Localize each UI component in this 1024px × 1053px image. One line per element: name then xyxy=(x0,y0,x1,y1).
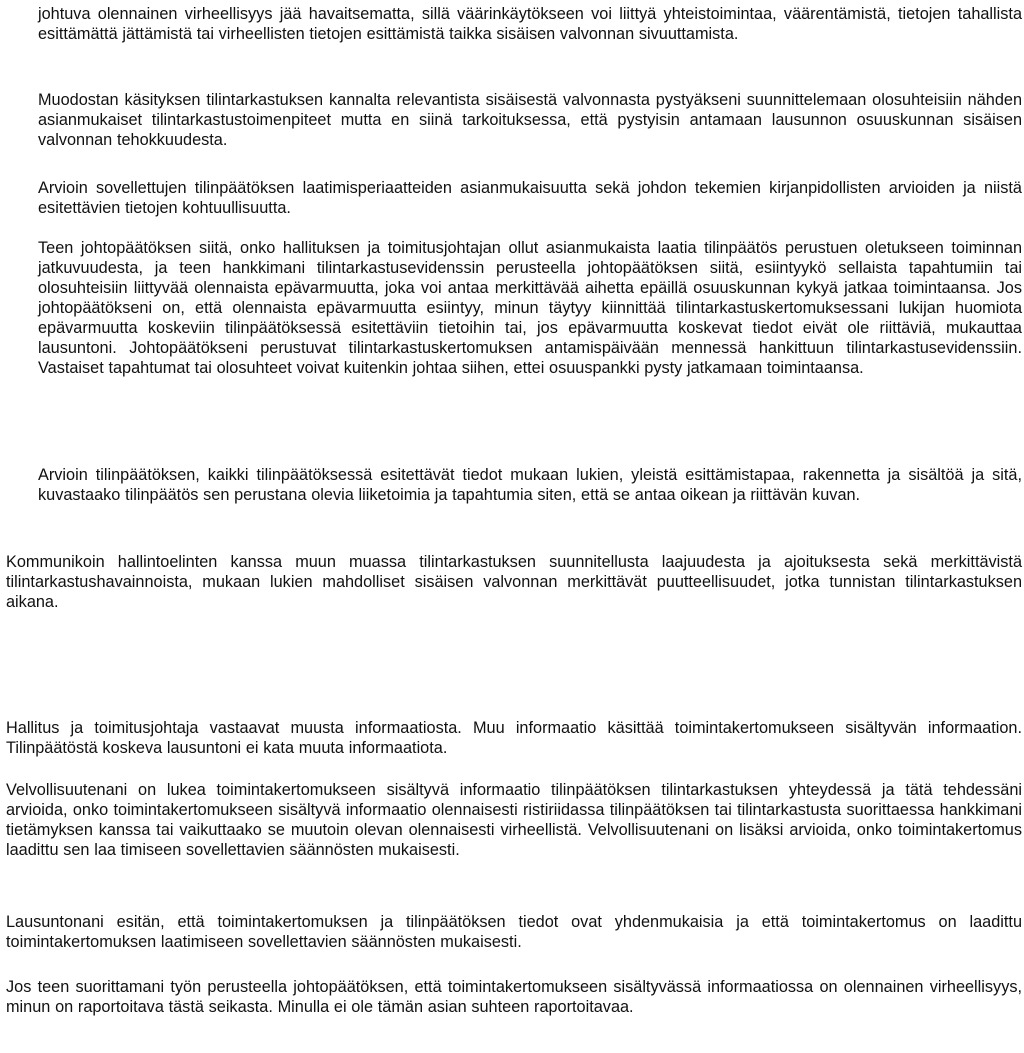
paragraph-overall-presentation: Arvioin tilinpäätöksen, kaikki tilinpäätöksessä esitettävät tiedot mukaan lukien, yleistä esittämistapaa, rakennetta ja sisältöä ja sitä, kuvastaako tilinpäätös sen perustana olevia liiketoimia ja tapahtumia siten, että se antaa oikean ja riittävän kuvan. xyxy=(38,466,1022,504)
paragraph-going-concern: Teen johtopäätöksen siitä, onko hallituksen ja toimitusjohtajan ollut asianmukaista laatia tilinpäätös perustuen oletukseen toiminnan jatkuvuudesta, ja teen hankkimani tilintarkastusevidenssin perusteella johtopäätöksen siitä, esiintyykö sellaista tapahtumiin tai olosuhteisiin liittyvää olennaista epävarmuutta, joka voi antaa merkittävää aihetta epäillä osuuskunnan kykyä jatkaa toimintaansa. Jos johtopäätökseni on, että olennaista epävarmuutta esiintyy, minun täytyy kiinnittää tilintarkastuskertomuksessani lukijan huomiota epävarmuutta koskeviin tilinpäätöksessä esitettäviin tietoihin tai, jos epävarmuutta koskevat tiedot eivät ole riittäviä, mukauttaa lausuntoni. Johtopäätökseni perustuvat tilintarkastuskertomuksen antamispäivään mennessä hankittuun tilintarkastusevidenssiin. Vastaiset tapahtumat tai olosuhteet voivat kuitenkin johtaa siihen, ettei osuuspankki pysty jatkamaan toimintaansa. xyxy=(38,239,1022,377)
paragraph-reporting-misstatement: Jos teen suorittamani työn perusteella johtopäätöksen, että toimintakertomukseen sisältyvässä informaatiossa on olennainen virheellisyys, minun on raportoitava tästä seikasta. Minulla ei ole tämän asian suhteen raportoitavaa. xyxy=(6,978,1022,1016)
paragraph-other-information-responsibility: Hallitus ja toimitusjohtaja vastaavat muusta informaatiosta. Muu informaatio käsittää toimintakertomukseen sisältyvän informaation. Tilinpäätöstä koskeva lausuntoni ei kata muuta informaatiota. xyxy=(6,719,1022,757)
paragraph-internal-control: Muodostan käsityksen tilintarkastuksen kannalta relevantista sisäisestä valvonnasta pystyäkseni suunnittelemaan olosuhteisiin nähden asianmukaiset tilintarkastustoimenpiteet mutta en siinä tarkoituksessa, että pystyisin antamaan lausunnon osuuskunnan sisäisen valvonnan tehokkuudesta. xyxy=(38,91,1022,149)
paragraph-communication: Kommunikoin hallintoelinten kanssa muun muassa tilintarkastuksen suunnitellusta laajuudesta ja ajoituksesta sekä merkittävistä tilintarkastushavainnoista, mukaan lukien mahdolliset sisäisen valvonnan merkittävät puutteellisuudet, jotka tunnistan tilintarkastuksen aikana. xyxy=(6,553,1022,611)
paragraph-fraud-risk: johtuva olennainen virheellisyys jää havaitsematta, sillä väärinkäytökseen voi liittyä yhteistoimintaa, väärentämistä, tietojen tahallista esittämättä jättämistä tai virheellisten tietojen esittämistä taikka sisäisen valvonnan sivuuttamista. xyxy=(38,5,1022,43)
paragraph-auditor-duty: Velvollisuutenani on lukea toimintakertomukseen sisältyvä informaatio tilinpäätöksen tilintarkastuksen yhteydessä ja tätä tehdessäni arvioida, onko toimintakertomukseen sisältyvä informaatio olennaisesti ristiriidassa tilinpäätöksen tai tilintarkastusta suorittaessa hankkimani tietämyksen kanssa tai vaikuttaako se muutoin olevan olennaisesti virheellistä. Velvollisuutenani on lisäksi arvioida, onko toimintakertomus laadittu sen laa timiseen sovellettavien säännösten mukaisesti. xyxy=(6,781,1022,859)
paragraph-opinion-consistency: Lausuntonani esitän, että toimintakertomuksen ja tilinpäätöksen tiedot ovat yhdenmukaisia ja että toimintakertomus on laadittu toimintakertomuksen laatimiseen sovellettavien säännösten mukaisesti. xyxy=(6,913,1022,951)
paragraph-accounting-policies: Arvioin sovellettujen tilinpäätöksen laatimisperiaatteiden asianmukaisuutta sekä johdon tekemien kirjanpidollisten arvioiden ja niistä esitettävien tietojen kohtuullisuutta. xyxy=(38,179,1022,217)
